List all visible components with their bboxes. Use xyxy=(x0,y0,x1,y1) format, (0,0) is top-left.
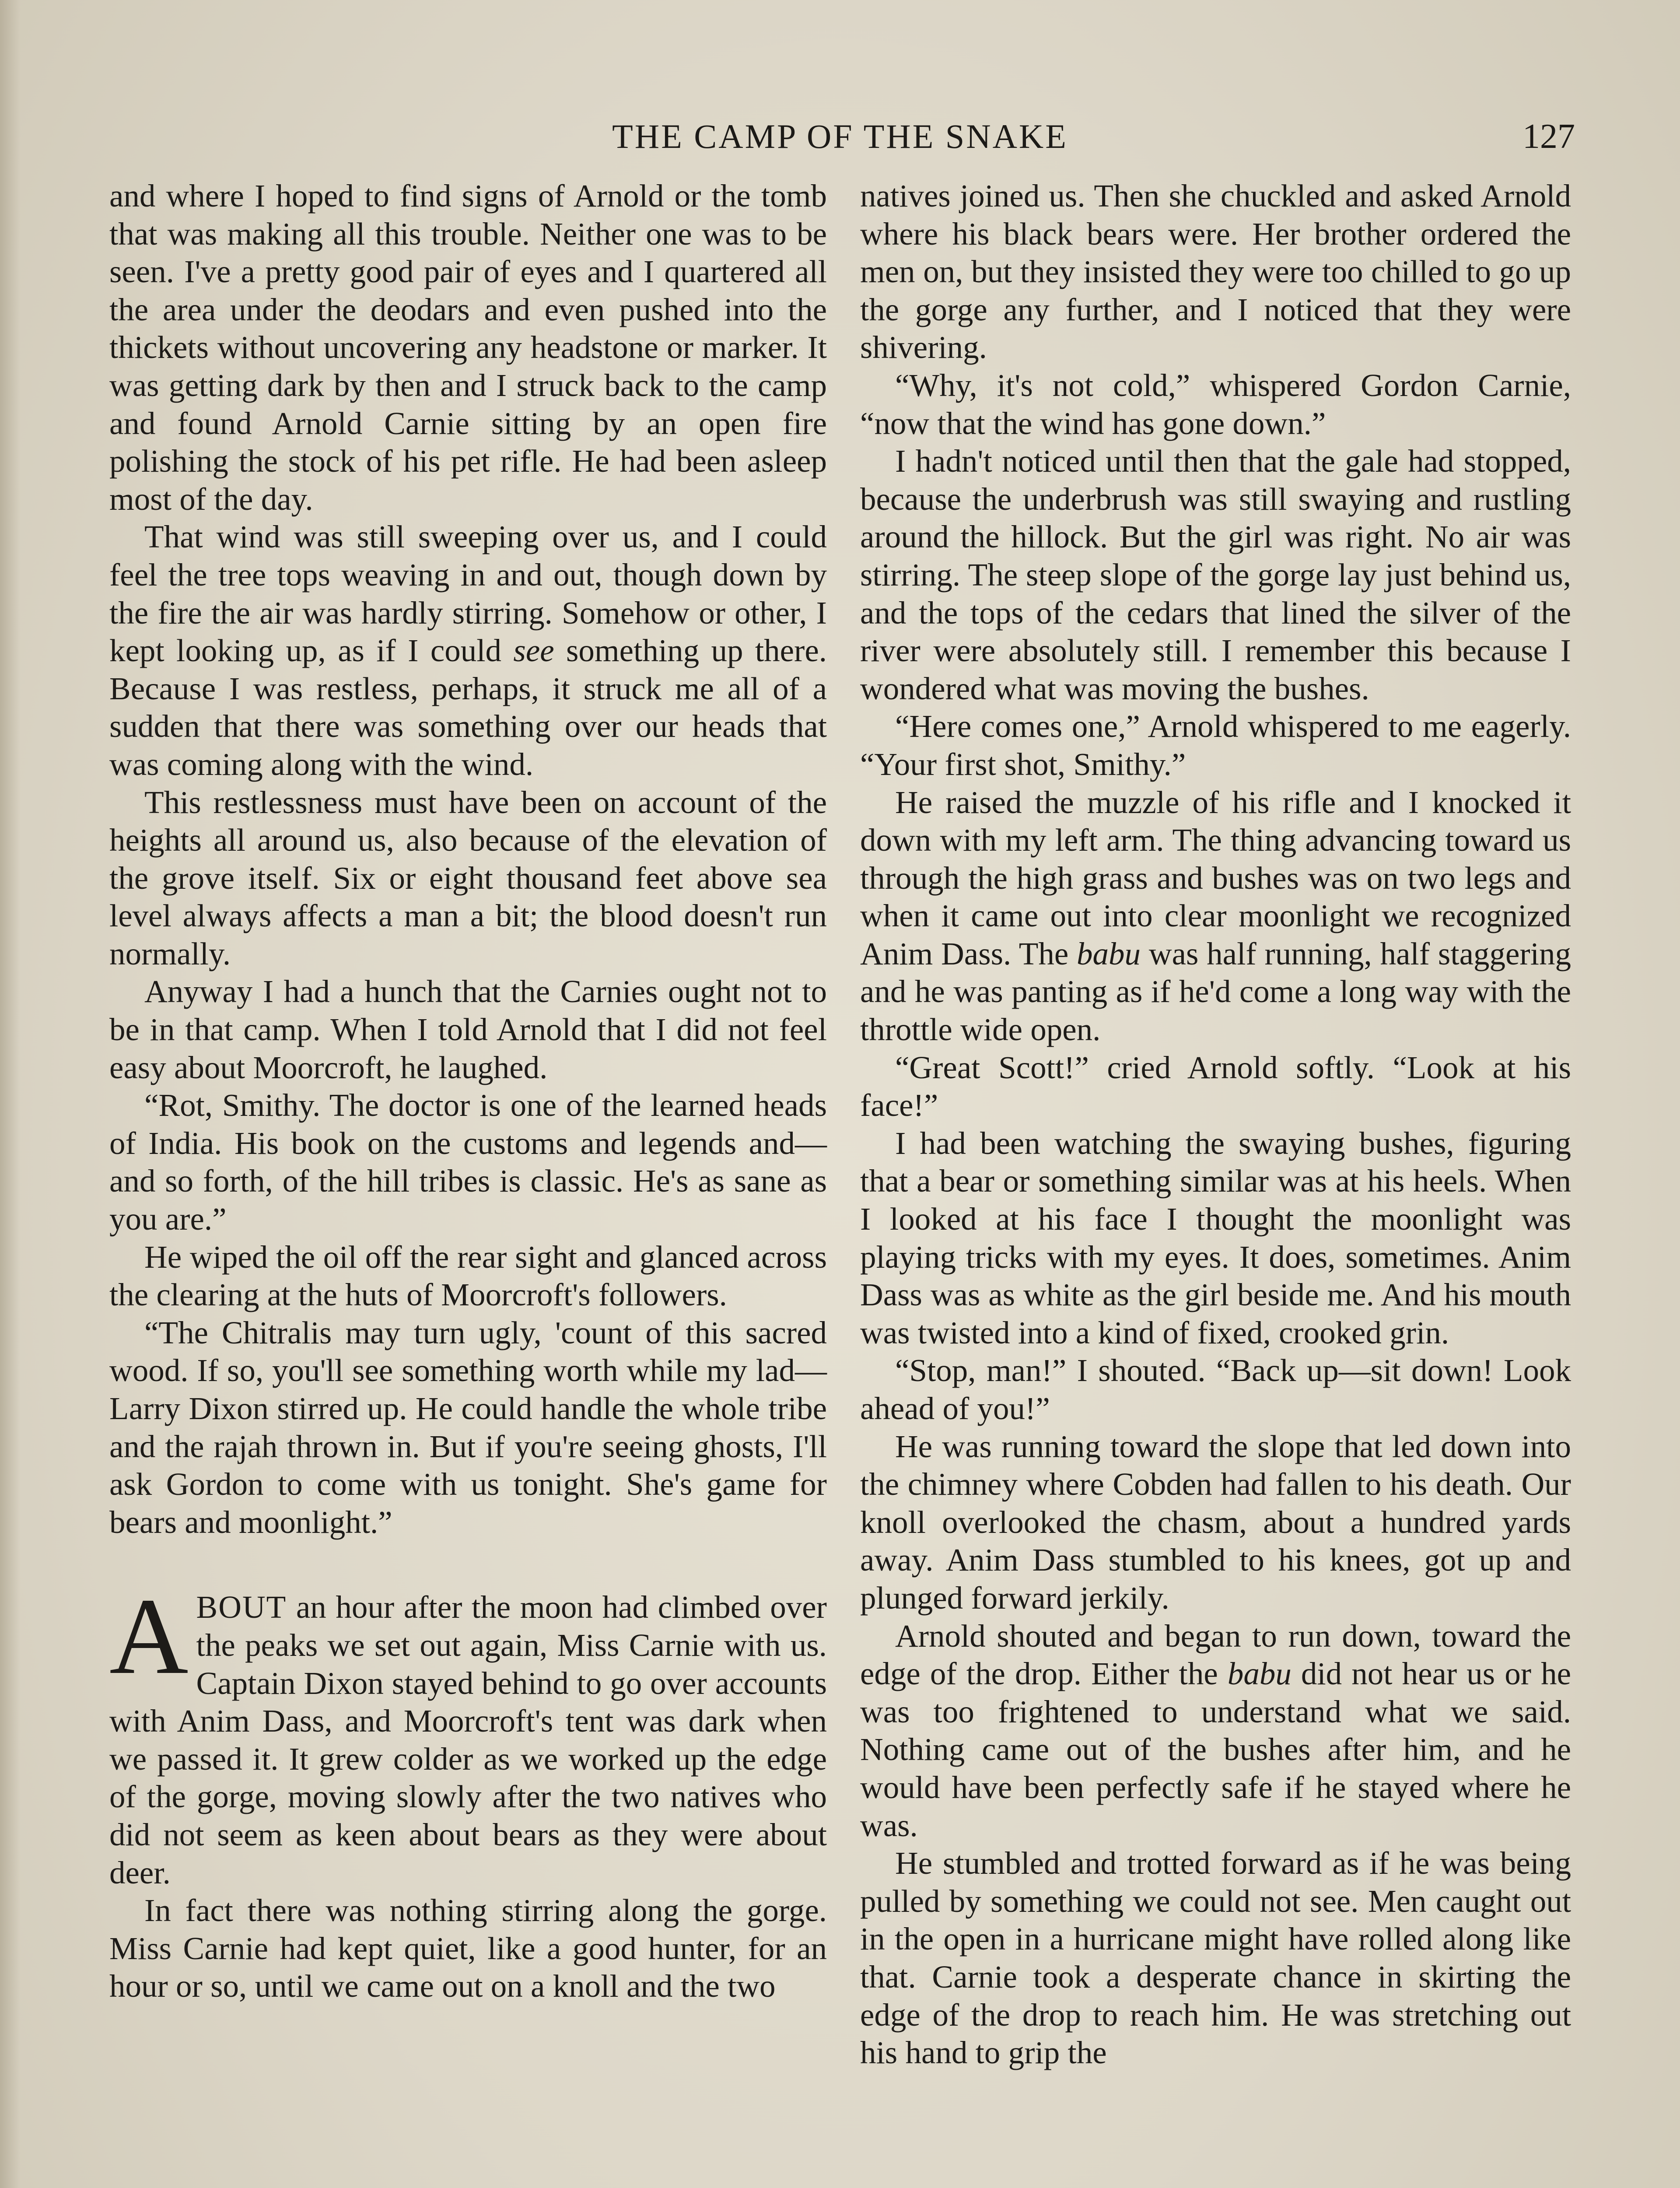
italic-word: babu xyxy=(1227,1656,1292,1692)
page-header xyxy=(0,115,1680,167)
paragraph: “Great Scott!” cried Arnold softly. “Look at his face!” xyxy=(860,1049,1571,1123)
paragraph: He stumbled and trotted forward as if he was being pulled by something we could not see. Men caught out in the open in a hurricane might have rolled along like that. Carnie took a desperate chance in skirting the edge of the drop to reach him. He was stretching out his hand to grip the xyxy=(860,1845,1571,2071)
paragraph: “Why, it's not cold,” whispered Gordon Carnie, “now that the wind has gone down.” xyxy=(860,367,1571,441)
section-opening-paragraph xyxy=(109,1576,827,1892)
text-run: He raised the muzzle of his rifle and I knocked it down with my left arm. The thing advancing toward us through the high grass and bushes was on two legs and when it came out into clear moonlight we recognized Anim Dass. The xyxy=(860,784,1571,971)
right-column xyxy=(860,177,1571,2072)
paragraph: “Stop, man!” I shouted. “Back up—sit down! Look ahead of you!” xyxy=(860,1353,1571,1426)
text-run: an hour after the moon had climbed over the peaks we set out again, Miss Carnie with us. Captain Dixon stayed behind to go over accounts with Anim Dass, and Moorcroft's tent was dark when we passed it. It grew colder as we worked up the edge of the gorge, moving slowly after the two natives who did not seem as keen about bears as they were about deer. xyxy=(109,1589,827,1890)
paragraph xyxy=(860,1617,1571,1845)
paragraph xyxy=(860,784,1571,1049)
running-title: THE CAMP OF THE SNAKE xyxy=(612,117,1068,155)
paragraph: and where I hoped to find signs of Arnold or the tomb that was making all this trouble. Neither one was to be seen. I've a pretty good pair of eyes and I quartered all the area under the deodars and even pushed into the thickets without uncovering any headstone or marker. It was getting dark by then and I struck back to the camp and found Arnold Carnie sitting by an open fire polishing the stock of his pet rifle. He had been asleep most of the day. xyxy=(109,178,827,517)
page-edge-shadow xyxy=(0,0,20,2188)
paragraph: I had been watching the swaying bushes, figuring that a bear or something similar was at his heels. When I looked at his face I thought the moonlight was playing tricks with my eyes. It does, sometimes. Anim Dass was as white as the girl beside me. And his mouth was twisted into a kind of fixed, crooked grin. xyxy=(860,1125,1571,1350)
paragraph: In fact there was nothing stirring along the gorge. Miss Carnie had kept quiet, like a good hunter, for an hour or so, until we came out on a knoll and the two xyxy=(109,1893,827,2004)
paragraph: He wiped the oil off the rear sight and glanced across the clearing at the huts of Moorcroft's followers. xyxy=(109,1239,827,1313)
paragraph: This restlessness must have been on account of the heights all around us, also because of the elevation of the grove itself. Six or eight thousand feet above sea level always affects a man a bit; the blood doesn't run normally. xyxy=(109,784,827,971)
text-run: was half running, half staggering and he was panting as if he'd come a long way with the throttle wide open. xyxy=(860,936,1571,1048)
left-column xyxy=(109,177,827,2006)
text-run: Arnold shouted and began to run down, toward the edge of the drop. Either the xyxy=(860,1618,1571,1692)
page-number: 127 xyxy=(1522,117,1575,156)
paragraph: He was running toward the slope that led down into the chimney where Cobden had fallen to his death. Our knoll overlooked the chasm, about a hundred yards away. Anim Dass stumbled to his knees, got up and plunged forward jerkily. xyxy=(860,1428,1571,1616)
text-run: something up there. Because I was restless, perhaps, it struck me all of a sudden that there was something over our heads that was coming along with the wind. xyxy=(109,633,827,782)
text-run: That wind was still sweeping over us, and I could feel the tree tops weaving in and out, though down by the fire the air was hardly stirring. Somehow or other, I kept looking up, as if I could xyxy=(109,519,827,669)
paragraph: “The Chitralis may turn ugly, 'count of this sacred wood. If so, you'll see something worth while my lad—Larry Dixon stirred up. He could handle the whole tribe and the rajah thrown in. But if you're seeing ghosts, I'll ask Gordon to come with us tonight. She's game for bears and moonlight.” xyxy=(109,1315,827,1540)
italic-word: see xyxy=(513,633,554,669)
paragraph: “Rot, Smithy. The doctor is one of the learned heads of India. His book on the customs and legends and—and so forth, of the hill tribes is classic. He's as sane as you are.” xyxy=(109,1087,827,1237)
paragraph xyxy=(109,518,827,783)
text-run: did not hear us or he was too frightened to understand what we said. Nothing came out of the bushes after him, and he would have been perfectly safe if he stayed where he was. xyxy=(860,1656,1572,1843)
paragraph: “Here comes one,” Arnold whispered to me eagerly. “Your first shot, Smithy.” xyxy=(860,708,1571,782)
small-caps-word: BOUT xyxy=(196,1589,287,1625)
paragraph: natives joined us. Then she chuckled and asked Arnold where his black bears were. Her brother ordered the men on, but they insisted they were too chilled to go up the gorge any further, and I noticed that they were shivering. xyxy=(860,178,1571,365)
italic-word: babu xyxy=(1077,936,1141,971)
drop-cap: A xyxy=(109,1576,189,1697)
paragraph: Anyway I had a hunch that the Carnies ought not to be in that camp. When I told Arnold that I did not feel easy about Moorcroft, he laughed. xyxy=(109,974,827,1085)
paragraph: I hadn't noticed until then that the gale had stopped, because the underbrush was still swaying and rustling around the hillock. But the girl was right. No air was stirring. The steep slope of the gorge lay just behind us, and the tops of the cedars that lined the silver of the river were absolutely still. I remember this because I wondered what was moving the bushes. xyxy=(860,443,1571,706)
